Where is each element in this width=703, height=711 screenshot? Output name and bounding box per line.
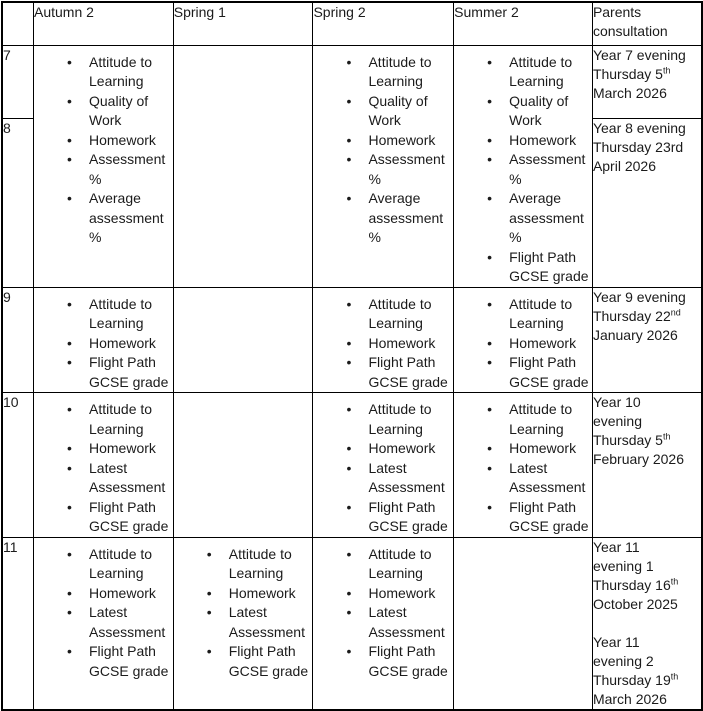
parents-cell-y10 — [592, 393, 702, 538]
parents-line — [593, 84, 701, 103]
parents-line — [593, 138, 701, 157]
cell-y11-autumn-2 — [34, 537, 174, 710]
report-item: • Homework — [454, 439, 592, 459]
parents-line-text: March 2026 — [592, 84, 667, 101]
report-item: • Attitude to Learning — [313, 400, 453, 439]
report-item: • Flight Path GCSE grade — [174, 642, 313, 681]
report-item: • Attitude to Learning — [34, 53, 173, 92]
report-item: • Flight Path GCSE grade — [454, 498, 592, 537]
report-item: • Attitude to Learning — [34, 295, 173, 334]
report-item: • Attitude to Learning — [454, 295, 592, 334]
cell-y9-spring-2 — [313, 287, 454, 393]
parents-line-text: evening 1 — [592, 557, 654, 574]
report-item: • Average assessment % — [313, 189, 453, 248]
ordinal-superscript: nd — [670, 306, 681, 317]
column-header-autumn-2: Autumn 2 — [34, 2, 174, 45]
cell-y9-autumn-2 — [34, 287, 174, 393]
report-item: • Latest Assessment — [34, 603, 173, 642]
report-item: • Attitude to Learning — [34, 400, 173, 439]
parents-line-text: Thursday 5 — [592, 65, 663, 82]
report-item: • Homework — [34, 334, 173, 354]
cell-y11-spring-1 — [173, 537, 313, 710]
cell-y10-summer-2 — [454, 393, 593, 538]
parents-line-text: October 2025 — [592, 595, 678, 612]
row-year-7 — [2, 45, 702, 119]
parents-line-text: Thursday 22 — [592, 307, 671, 324]
cell-y9-spring-1-empty — [173, 287, 313, 393]
parents-line-text: Year 9 evening — [592, 288, 686, 305]
criteria-list — [313, 53, 453, 248]
parents-line — [593, 633, 701, 652]
report-item: • Homework — [313, 334, 453, 354]
parents-line-text: Year 8 evening — [592, 120, 686, 137]
parents-line — [593, 46, 701, 65]
parents-line-text: March 2026 — [592, 690, 667, 707]
year-cell-7: 7 — [2, 45, 34, 119]
report-item: • Latest Assessment — [34, 459, 173, 498]
parents-line-text: evening — [592, 413, 642, 429]
cell-y7-8-summer-2 — [454, 45, 593, 287]
report-item: • Homework — [454, 131, 592, 151]
parents-line — [593, 576, 701, 595]
report-item: • Quality of Work — [34, 92, 173, 131]
report-item: • Flight Path GCSE grade — [313, 642, 453, 681]
parents-line — [593, 652, 701, 671]
criteria-list — [34, 400, 173, 537]
report-item: • Assessment % — [34, 150, 173, 189]
report-item: • Attitude to Learning — [313, 545, 453, 584]
parents-line — [593, 538, 701, 557]
parents-line — [593, 431, 701, 450]
parents-line — [593, 690, 701, 709]
cell-y9-summer-2 — [454, 287, 593, 393]
parents-line — [593, 119, 701, 138]
criteria-list — [313, 295, 453, 393]
parents-line-text: Year 10 — [592, 394, 641, 410]
cell-y7-8-spring-1-empty — [173, 45, 313, 287]
report-item: • Attitude to Learning — [454, 400, 592, 439]
report-item: • Homework — [174, 584, 313, 604]
report-item: • Attitude to Learning — [313, 295, 453, 334]
report-item: • Flight Path GCSE grade — [454, 353, 592, 392]
corner-cell — [2, 2, 34, 45]
assessment-reporting-table — [1, 1, 703, 711]
report-item: • Quality of Work — [313, 92, 453, 131]
parents-line-spacer — [593, 614, 701, 633]
parents-line — [593, 595, 701, 614]
report-item: • Flight Path GCSE grade — [313, 353, 453, 392]
report-item: • Flight Path GCSE grade — [34, 642, 173, 681]
report-item: • Homework — [34, 439, 173, 459]
parents-line-text: Thursday 5 — [592, 432, 663, 448]
parents-cell-y7 — [592, 45, 702, 119]
parents-line-text: January 2026 — [592, 326, 678, 343]
report-item: • Flight Path GCSE grade — [34, 498, 173, 537]
report-item: • Attitude to Learning — [313, 53, 453, 92]
criteria-list — [454, 295, 592, 393]
parents-cell-y11 — [592, 537, 702, 710]
row-year-9 — [2, 287, 702, 393]
report-item: • Average assessment % — [34, 189, 173, 248]
parents-cell-y8 — [592, 119, 702, 287]
report-item: • Homework — [313, 584, 453, 604]
parents-line — [593, 412, 701, 431]
report-item: • Latest Assessment — [454, 459, 592, 498]
parents-line-text: Year 11 — [592, 538, 640, 555]
report-item: • Attitude to Learning — [34, 545, 173, 584]
parents-line-text: Year 7 evening — [592, 46, 686, 63]
parents-line — [593, 307, 701, 326]
column-header-spring-2: Spring 2 — [313, 2, 454, 45]
report-item: • Assessment % — [454, 150, 592, 189]
ordinal-superscript: th — [662, 431, 671, 442]
cell-y10-autumn-2 — [34, 393, 174, 538]
parents-line — [593, 157, 701, 176]
column-header-summer-2: Summer 2 — [454, 2, 593, 45]
report-item: • Flight Path GCSE grade — [34, 353, 173, 392]
parents-line-text: Year 11 — [592, 633, 640, 650]
year-cell-10: 10 — [2, 393, 34, 538]
report-item: • Attitude to Learning — [174, 545, 313, 584]
report-item: • Homework — [313, 131, 453, 151]
parents-line — [593, 557, 701, 576]
report-item: • Assessment % — [313, 150, 453, 189]
criteria-list — [454, 400, 592, 537]
parents-line-text: February 2026 — [592, 451, 684, 467]
cell-y11-summer-2-empty — [454, 537, 593, 710]
criteria-list — [34, 545, 173, 682]
parents-line — [593, 326, 701, 345]
parents-line-text: Thursday 23rd — [592, 139, 684, 156]
parents-line-text: Thursday 19 — [592, 671, 671, 688]
report-item: • Average assessment % — [454, 189, 592, 248]
criteria-list — [454, 53, 592, 287]
parents-line — [593, 671, 701, 690]
cell-y7-8-spring-2 — [313, 45, 454, 287]
ordinal-superscript: th — [662, 64, 671, 75]
column-header-spring-1: Spring 1 — [173, 2, 313, 45]
parents-line — [593, 65, 701, 84]
year-cell-8: 8 — [2, 119, 34, 287]
criteria-list — [174, 545, 313, 682]
report-item: • Flight Path GCSE grade — [454, 248, 592, 287]
row-year-11 — [2, 537, 702, 710]
report-item: • Latest Assessment — [313, 459, 453, 498]
parents-line-text: April 2026 — [592, 158, 656, 175]
column-header-parents-consultation: Parents consultation — [592, 2, 702, 45]
ordinal-superscript: th — [670, 575, 679, 586]
criteria-list — [313, 545, 453, 682]
report-item: • Latest Assessment — [174, 603, 313, 642]
cell-y11-spring-2 — [313, 537, 454, 710]
report-item: • Quality of Work — [454, 92, 592, 131]
parents-line — [593, 450, 701, 469]
report-item: • Flight Path GCSE grade — [313, 498, 453, 537]
parents-line — [593, 393, 701, 412]
report-item: • Homework — [454, 334, 592, 354]
parents-line-text: Thursday 16 — [592, 576, 671, 593]
cell-y10-spring-1-empty — [173, 393, 313, 538]
criteria-list — [34, 295, 173, 393]
year-cell-11: 11 — [2, 537, 34, 710]
criteria-list — [313, 400, 453, 537]
report-item: • Homework — [34, 131, 173, 151]
parents-line — [593, 288, 701, 307]
parents-line-text: evening 2 — [592, 652, 654, 669]
report-item: • Latest Assessment — [313, 603, 453, 642]
report-item: • Homework — [34, 584, 173, 604]
header-row — [2, 2, 702, 45]
row-year-10 — [2, 393, 702, 538]
report-item: • Attitude to Learning — [454, 53, 592, 92]
ordinal-superscript: th — [670, 670, 679, 681]
cell-y7-8-autumn-2 — [34, 45, 174, 287]
cell-y10-spring-2 — [313, 393, 454, 538]
criteria-list — [34, 53, 173, 248]
report-item: • Homework — [313, 439, 453, 459]
parents-cell-y9 — [592, 287, 702, 393]
year-cell-9: 9 — [2, 287, 34, 393]
